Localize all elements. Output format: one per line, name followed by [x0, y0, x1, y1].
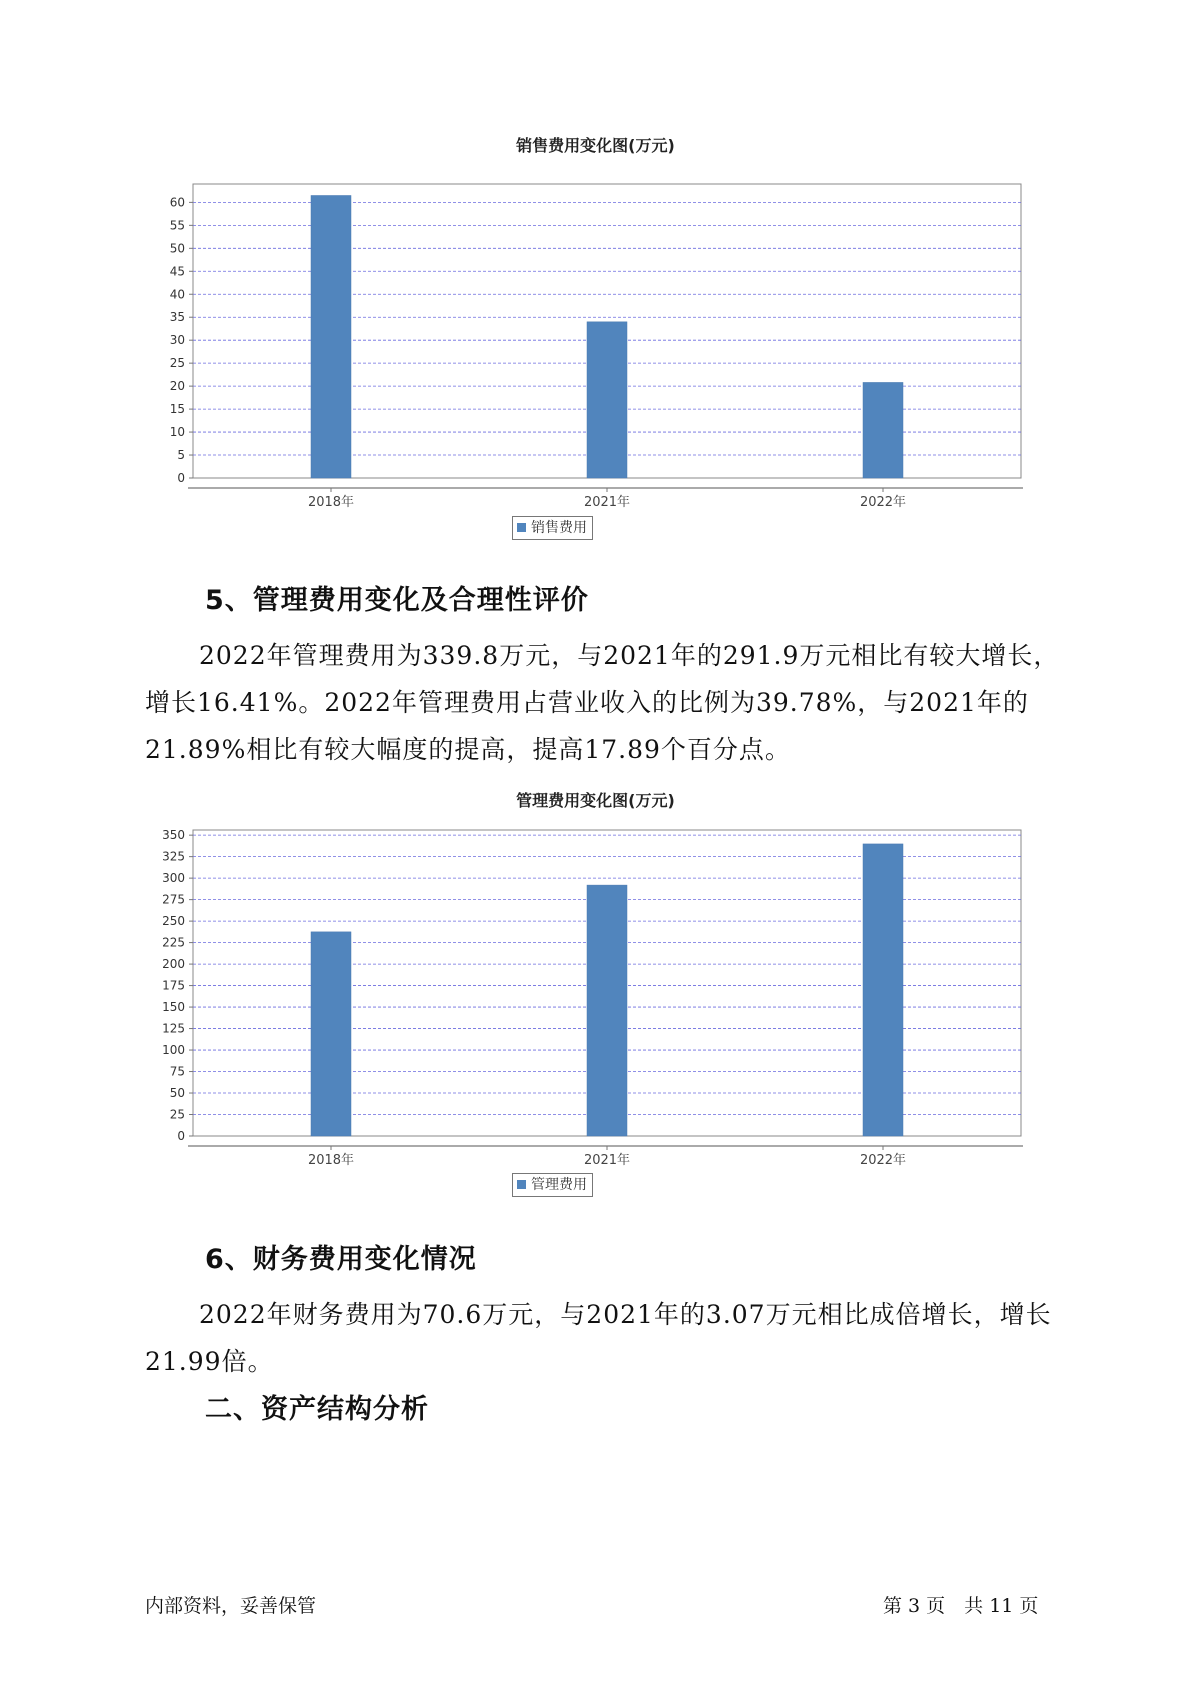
- y-tick-label: 10: [169, 425, 185, 440]
- legend-label: 管理费用: [531, 1177, 587, 1193]
- x-tick-label: 2018年: [307, 495, 355, 510]
- y-tick-label: 50: [169, 1086, 185, 1101]
- admin-expense-legend: [512, 1173, 593, 1197]
- y-tick-label: 300: [162, 871, 185, 886]
- footer-confidential-note: 内部资料，妥善保管: [145, 1595, 317, 1617]
- y-tick-label: 35: [169, 310, 185, 325]
- bar-2018年: [311, 195, 351, 478]
- admin-expense-chart-title: 管理费用变化图(万元): [516, 791, 675, 810]
- y-tick-label: 125: [162, 1021, 185, 1036]
- footer-page-number: 第 3 页 共 11 页: [883, 1595, 1039, 1617]
- section-two-heading: 二、资产结构分析: [205, 1394, 429, 1425]
- section-5-heading: 5、管理费用变化及合理性评价: [205, 585, 589, 616]
- legend-swatch: [517, 1180, 526, 1189]
- y-tick-label: 350: [162, 828, 185, 843]
- y-tick-label: 30: [169, 333, 185, 348]
- y-tick-label: 75: [169, 1064, 185, 1079]
- bar-2021年: [587, 322, 627, 478]
- section-5-paragraph: 2022年管理费用为339.8万元，与2021年的291.9万元相比有较大增长，增长16.41%。2022年管理费用占营业收入的比例为39.78%，与2021年的21.89%相比有较大幅度的提高，提高17.89个百分点。: [145, 641, 1060, 764]
- y-tick-label: 325: [162, 849, 185, 864]
- x-tick-label: 2022年: [859, 1153, 907, 1168]
- sales-expense-chart: [150, 172, 1030, 572]
- y-tick-label: 250: [162, 914, 185, 929]
- y-tick-label: 225: [162, 935, 185, 950]
- sales-expense-chart-title: 销售费用变化图(万元): [516, 136, 675, 155]
- y-tick-label: 5: [177, 448, 185, 463]
- x-tick-label: 2022年: [859, 495, 907, 510]
- y-tick-label: 15: [169, 402, 185, 417]
- legend-label: 销售费用: [531, 520, 587, 536]
- y-tick-label: 20: [169, 379, 185, 394]
- chart-svg: [150, 818, 1030, 1218]
- y-tick-label: 45: [169, 264, 185, 279]
- y-tick-label: 60: [169, 195, 185, 210]
- section-6-paragraph: 2022年财务费用为70.6万元，与2021年的3.07万元相比成倍增长，增长21.99倍。: [145, 1300, 1052, 1376]
- y-tick-label: 50: [169, 241, 185, 256]
- x-tick-label: 2021年: [583, 495, 631, 510]
- y-tick-label: 0: [177, 471, 185, 485]
- y-tick-label: 40: [169, 287, 185, 302]
- legend-swatch: [517, 523, 526, 532]
- bar-2018年: [311, 932, 351, 1136]
- bar-2021年: [587, 885, 627, 1136]
- y-tick-label: 25: [169, 356, 185, 371]
- x-tick-label: 2018年: [307, 1153, 355, 1168]
- y-tick-label: 150: [162, 1000, 185, 1015]
- sales-expense-legend: [512, 516, 593, 540]
- chart-svg: [150, 172, 1030, 572]
- y-tick-label: 200: [162, 957, 185, 972]
- x-tick-label: 2021年: [583, 1153, 631, 1168]
- section-6-heading: 6、财务费用变化情况: [205, 1244, 477, 1275]
- bar-2022年: [863, 844, 903, 1136]
- y-tick-label: 0: [177, 1129, 185, 1143]
- y-tick-label: 55: [169, 218, 185, 233]
- y-tick-label: 275: [162, 892, 185, 907]
- admin-expense-chart: [150, 818, 1030, 1218]
- bar-2022年: [863, 382, 903, 478]
- y-tick-label: 25: [169, 1107, 185, 1122]
- y-tick-label: 175: [162, 978, 185, 993]
- y-tick-label: 100: [162, 1043, 185, 1058]
